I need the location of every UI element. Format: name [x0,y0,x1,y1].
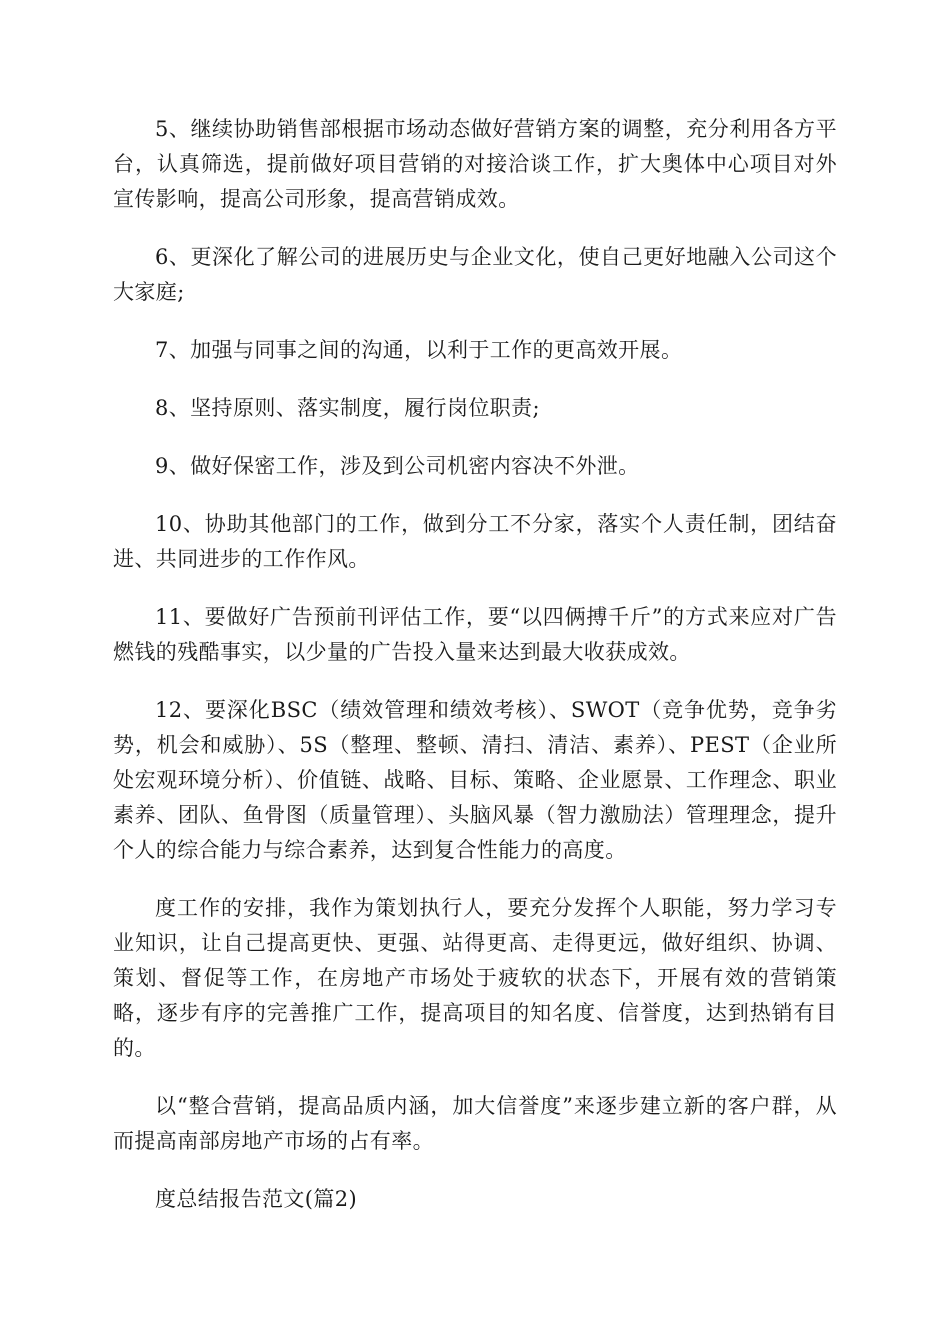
paragraph-item-12: 12、要深化BSC（绩效管理和绩效考核）、SWOT（竞争优势，竞争劣势，机会和威胁）、5S（整理、整顿、清扫、清洁、素养）、PEST（企业所处宏观环境分析）、价值链、战略、目标、策略、企业愿景、工作理念、职业素养、团队、鱼骨图（质量管理）、头脑风暴（智力激励法）管理理念，提升个人的综合能力与综合素养，达到复合性能力的高度。 [113,698,837,862]
section-heading: 度总结报告范文(篇2) [155,1187,358,1211]
paragraph-item-11: 11、要做好广告预前刊评估工作，要“以四俩搏千斤”的方式来应对广告燃钱的残酷事实，以少量的广告投入量来达到最大收获成效。 [113,605,837,664]
document-body [113,112,837,1240]
paragraph-item-10: 10、协助其他部门的工作，做到分工不分家，落实个人责任制，团结奋进、共同进步的工作作风。 [113,512,837,571]
paragraph-item-6: 6、更深化了解公司的进展历史与企业文化，使自己更好地融入公司这个大家庭; [113,245,837,304]
paragraph-item-7: 7、加强与同事之间的沟通，以利于工作的更高效开展。 [155,338,683,362]
paragraph-marketing-goal: 以“整合营销，提高品质内涵，加大信誉度”来逐步建立新的客户群，从而提高南部房地产市场的占有率。 [113,1094,837,1153]
paragraph-item-8: 8、坚持原则、落实制度，履行岗位职责; [155,396,541,420]
paragraph-item-9: 9、做好保密工作，涉及到公司机密内容决不外泄。 [155,454,640,478]
paragraph-item-5: 5、继续协助销售部根据市场动态做好营销方案的调整，充分利用各方平台，认真筛选，提前做好项目营销的对接洽谈工作，扩大奥体中心项目对外宣传影响，提高公司形象，提高营销成效。 [113,117,837,211]
paragraph-work-plan: 度工作的安排，我作为策划执行人，要充分发挥个人职能，努力学习专业知识，让自己提高更快、更强、站得更高、走得更远，做好组织、协调、策划、督促等工作，在房地产市场处于疲软的状态下，开展有效的营销策略，逐步有序的完善推广工作，提高项目的知名度、信誉度，达到热销有目的。 [113,896,837,1060]
